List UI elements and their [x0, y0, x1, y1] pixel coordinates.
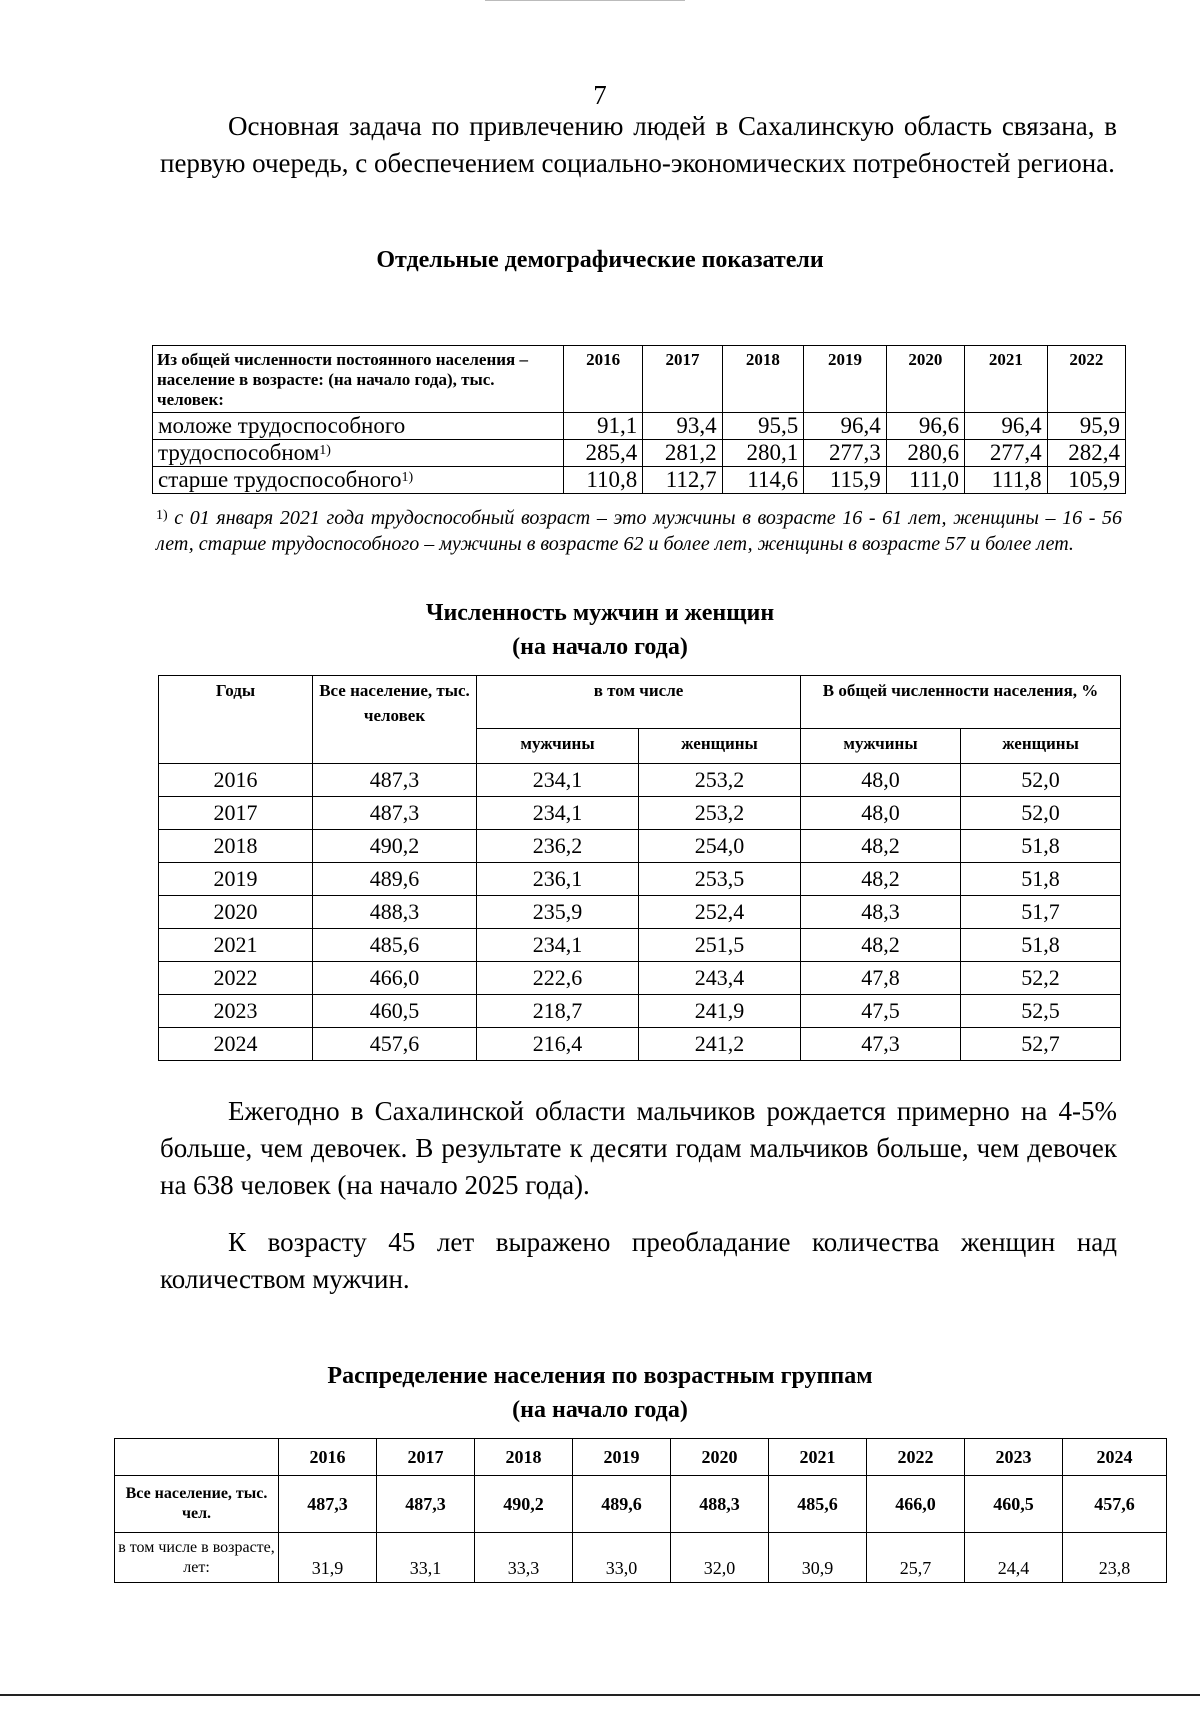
demographic-table	[152, 345, 1126, 494]
empty-header-cell	[115, 1439, 279, 1476]
table-row	[153, 440, 1126, 467]
table-cell: 48,2	[801, 863, 961, 896]
row-label: моложе трудоспособного	[153, 413, 564, 440]
table-cell: 487,3	[313, 797, 477, 830]
table-header-row	[115, 1439, 1167, 1476]
table-row	[159, 863, 1121, 896]
table-cell: 51,8	[961, 830, 1121, 863]
paragraph-age45-text: К возрасту 45 лет выражено преобладание количества женщин над количеством мужчин.	[160, 1227, 1117, 1294]
year-header: 2021	[769, 1439, 867, 1476]
year-header: 2022	[1047, 346, 1125, 413]
table-cell: 216,4	[477, 1028, 639, 1061]
table-cell: 490,2	[475, 1476, 573, 1533]
table-cell: 241,9	[639, 995, 801, 1028]
table-header-row	[153, 346, 1126, 413]
year-cell: 2017	[159, 797, 313, 830]
table-cell: 457,6	[1063, 1476, 1167, 1533]
table-cell: 112,7	[643, 467, 722, 494]
year-header: 2016	[563, 346, 642, 413]
table-cell: 487,3	[313, 764, 477, 797]
table-cell: 218,7	[477, 995, 639, 1028]
table-cell: 234,1	[477, 797, 639, 830]
year-header: 2024	[1063, 1439, 1167, 1476]
table-cell: 30,9	[769, 1533, 867, 1583]
footnote	[156, 505, 1122, 557]
table-cell: 25,7	[867, 1533, 965, 1583]
year-cell: 2016	[159, 764, 313, 797]
table-cell: 241,2	[639, 1028, 801, 1061]
table-row	[159, 797, 1121, 830]
table-cell: 31,9	[279, 1533, 377, 1583]
table-cell: 285,4	[563, 440, 642, 467]
table-row	[159, 896, 1121, 929]
table-cell: 33,3	[475, 1533, 573, 1583]
table-cell: 91,1	[563, 413, 642, 440]
table-header-row	[159, 676, 1121, 729]
section3-title-line1: Распределение населения по возрастным группам	[327, 1363, 873, 1389]
section1-title: Отдельные демографические показатели	[376, 247, 824, 273]
table-cell: 490,2	[313, 830, 477, 863]
table-cell: 466,0	[313, 962, 477, 995]
table-cell: 93,4	[643, 413, 722, 440]
paragraph-births	[160, 1093, 1117, 1204]
footnote-text: с 01 января 2021 года трудоспособный возраст – это мужчины в возрасте 16 - 61 лет, женщины – 16 - 56 лет, старше трудоспособного – мужчины в возрасте 62 и более лет, женщины в возрасте 57 и более лет.	[156, 507, 1122, 555]
table-cell: 236,2	[477, 830, 639, 863]
table-cell: 114,6	[722, 467, 804, 494]
table-cell: 487,3	[377, 1476, 475, 1533]
year-header: 2018	[475, 1439, 573, 1476]
table-cell: 32,0	[671, 1533, 769, 1583]
men-header: мужчины	[477, 729, 639, 764]
year-cell: 2020	[159, 896, 313, 929]
section3-title-line2: (на начало года)	[512, 1397, 688, 1423]
scan-edge-line	[485, 0, 685, 1]
table-cell: 485,6	[769, 1476, 867, 1533]
table-row	[115, 1533, 1167, 1583]
table-cell: 234,1	[477, 764, 639, 797]
table-cell: 277,3	[804, 440, 887, 467]
intro-paragraph	[160, 108, 1117, 182]
table-cell: 48,0	[801, 764, 961, 797]
year-cell: 2024	[159, 1028, 313, 1061]
table-cell: 95,5	[722, 413, 804, 440]
table-cell: 280,6	[886, 440, 964, 467]
year-header: 2020	[886, 346, 964, 413]
table-cell: 488,3	[313, 896, 477, 929]
page-number: 7	[593, 80, 607, 110]
table-cell: 460,5	[313, 995, 477, 1028]
year-header: 2023	[965, 1439, 1063, 1476]
year-cell: 2018	[159, 830, 313, 863]
section2-title-line1: Численность мужчин и женщин	[425, 600, 775, 626]
table-cell: 96,4	[965, 413, 1048, 440]
year-cell: 2023	[159, 995, 313, 1028]
table-cell: 105,9	[1047, 467, 1125, 494]
table-cell: 253,2	[639, 764, 801, 797]
table-cell: 466,0	[867, 1476, 965, 1533]
table-cell: 234,1	[477, 929, 639, 962]
year-header: 2017	[643, 346, 722, 413]
table-cell: 95,9	[1047, 413, 1125, 440]
table-cell: 253,5	[639, 863, 801, 896]
table-cell: 52,0	[961, 797, 1121, 830]
men-women-table	[158, 675, 1121, 1061]
section2-title-line2: (на начало года)	[512, 634, 688, 660]
table-cell: 47,5	[801, 995, 961, 1028]
table-cell: 253,2	[639, 797, 801, 830]
footnote-marker: 1)	[319, 443, 331, 458]
row-label: старше трудоспособного$^{1)}$	[153, 467, 564, 494]
table-cell: 489,6	[313, 863, 477, 896]
table-cell: 236,1	[477, 863, 639, 896]
women-pct-header: женщины	[961, 729, 1121, 764]
paragraph-age45	[160, 1224, 1117, 1298]
table-cell: 460,5	[965, 1476, 1063, 1533]
table-row	[153, 467, 1126, 494]
table-row	[159, 830, 1121, 863]
table-cell: 277,4	[965, 440, 1048, 467]
table-row	[159, 929, 1121, 962]
year-header: 2016	[279, 1439, 377, 1476]
share-header: В общей численности населения, %	[801, 676, 1121, 729]
year-header: 2021	[965, 346, 1048, 413]
table-cell: 48,3	[801, 896, 961, 929]
table-cell: 487,3	[279, 1476, 377, 1533]
table-cell: 51,8	[961, 863, 1121, 896]
footnote-mark: 1)	[156, 508, 168, 523]
row-label: в том числе в возрасте, лет:	[115, 1533, 279, 1583]
table-cell: 51,7	[961, 896, 1121, 929]
table-cell: 96,4	[804, 413, 887, 440]
table-cell: 33,1	[377, 1533, 475, 1583]
table-cell: 251,5	[639, 929, 801, 962]
table-cell: 48,0	[801, 797, 961, 830]
scan-bottom-edge	[0, 1694, 1200, 1696]
table-cell: 52,5	[961, 995, 1121, 1028]
table-cell: 485,6	[313, 929, 477, 962]
row-label: трудоспособном$^{1)}$	[153, 440, 564, 467]
table-cell: 235,9	[477, 896, 639, 929]
year-header: 2020	[671, 1439, 769, 1476]
women-header: женщины	[639, 729, 801, 764]
year-header: 2019	[804, 346, 887, 413]
total-header: Все население, тыс. человек	[313, 676, 477, 764]
table-cell: 33,0	[573, 1533, 671, 1583]
row-label: Все население, тыс. чел.	[115, 1476, 279, 1533]
table-cell: 115,9	[804, 467, 887, 494]
table-cell: 48,2	[801, 830, 961, 863]
men-pct-header: мужчины	[801, 729, 961, 764]
table-cell: 52,2	[961, 962, 1121, 995]
table-row	[153, 413, 1126, 440]
table-cell: 243,4	[639, 962, 801, 995]
table-cell: 457,6	[313, 1028, 477, 1061]
table-cell: 52,7	[961, 1028, 1121, 1061]
table-cell: 111,0	[886, 467, 964, 494]
table-cell: 111,8	[965, 467, 1048, 494]
table-cell: 110,8	[563, 467, 642, 494]
table-cell: 254,0	[639, 830, 801, 863]
table-cell: 23,8	[1063, 1533, 1167, 1583]
table-row	[159, 962, 1121, 995]
paragraph-births-text: Ежегодно в Сахалинской области мальчиков рождается примерно на 4-5% больше, чем девочек. В результате к десяти годам мальчиков больше, чем девочек на 638 человек (на начало 2025 года).	[160, 1096, 1117, 1200]
table-cell: 24,4	[965, 1533, 1063, 1583]
table-row	[159, 1028, 1121, 1061]
table-row	[159, 995, 1121, 1028]
table-cell: 222,6	[477, 962, 639, 995]
years-header: Годы	[159, 676, 313, 764]
table-cell: 47,3	[801, 1028, 961, 1061]
table-row	[159, 764, 1121, 797]
year-cell: 2021	[159, 929, 313, 962]
table-cell: 96,6	[886, 413, 964, 440]
table-cell: 48,2	[801, 929, 961, 962]
table-cell: 51,8	[961, 929, 1121, 962]
year-header: 2022	[867, 1439, 965, 1476]
table-cell: 52,0	[961, 764, 1121, 797]
table-cell: 489,6	[573, 1476, 671, 1533]
age-groups-table	[114, 1438, 1167, 1583]
table-cell: 282,4	[1047, 440, 1125, 467]
year-cell: 2019	[159, 863, 313, 896]
table-cell: 488,3	[671, 1476, 769, 1533]
intro-text: Основная задача по привлечению людей в Сахалинскую область связана, в первую очередь, с обеспечением социально-экономических потребностей региона.	[160, 111, 1117, 178]
table-cell: 47,8	[801, 962, 961, 995]
table-row	[115, 1476, 1167, 1533]
table-cell: 280,1	[722, 440, 804, 467]
year-cell: 2022	[159, 962, 313, 995]
header-label: Из общей численности постоянного населения – население в возрасте: (на начало года), тыс. человек:	[153, 346, 564, 413]
year-header: 2017	[377, 1439, 475, 1476]
including-header: в том числе	[477, 676, 801, 729]
year-header: 2019	[573, 1439, 671, 1476]
footnote-marker: 1)	[401, 470, 414, 485]
year-header: 2018	[722, 346, 804, 413]
table-cell: 252,4	[639, 896, 801, 929]
table-cell: 281,2	[643, 440, 722, 467]
